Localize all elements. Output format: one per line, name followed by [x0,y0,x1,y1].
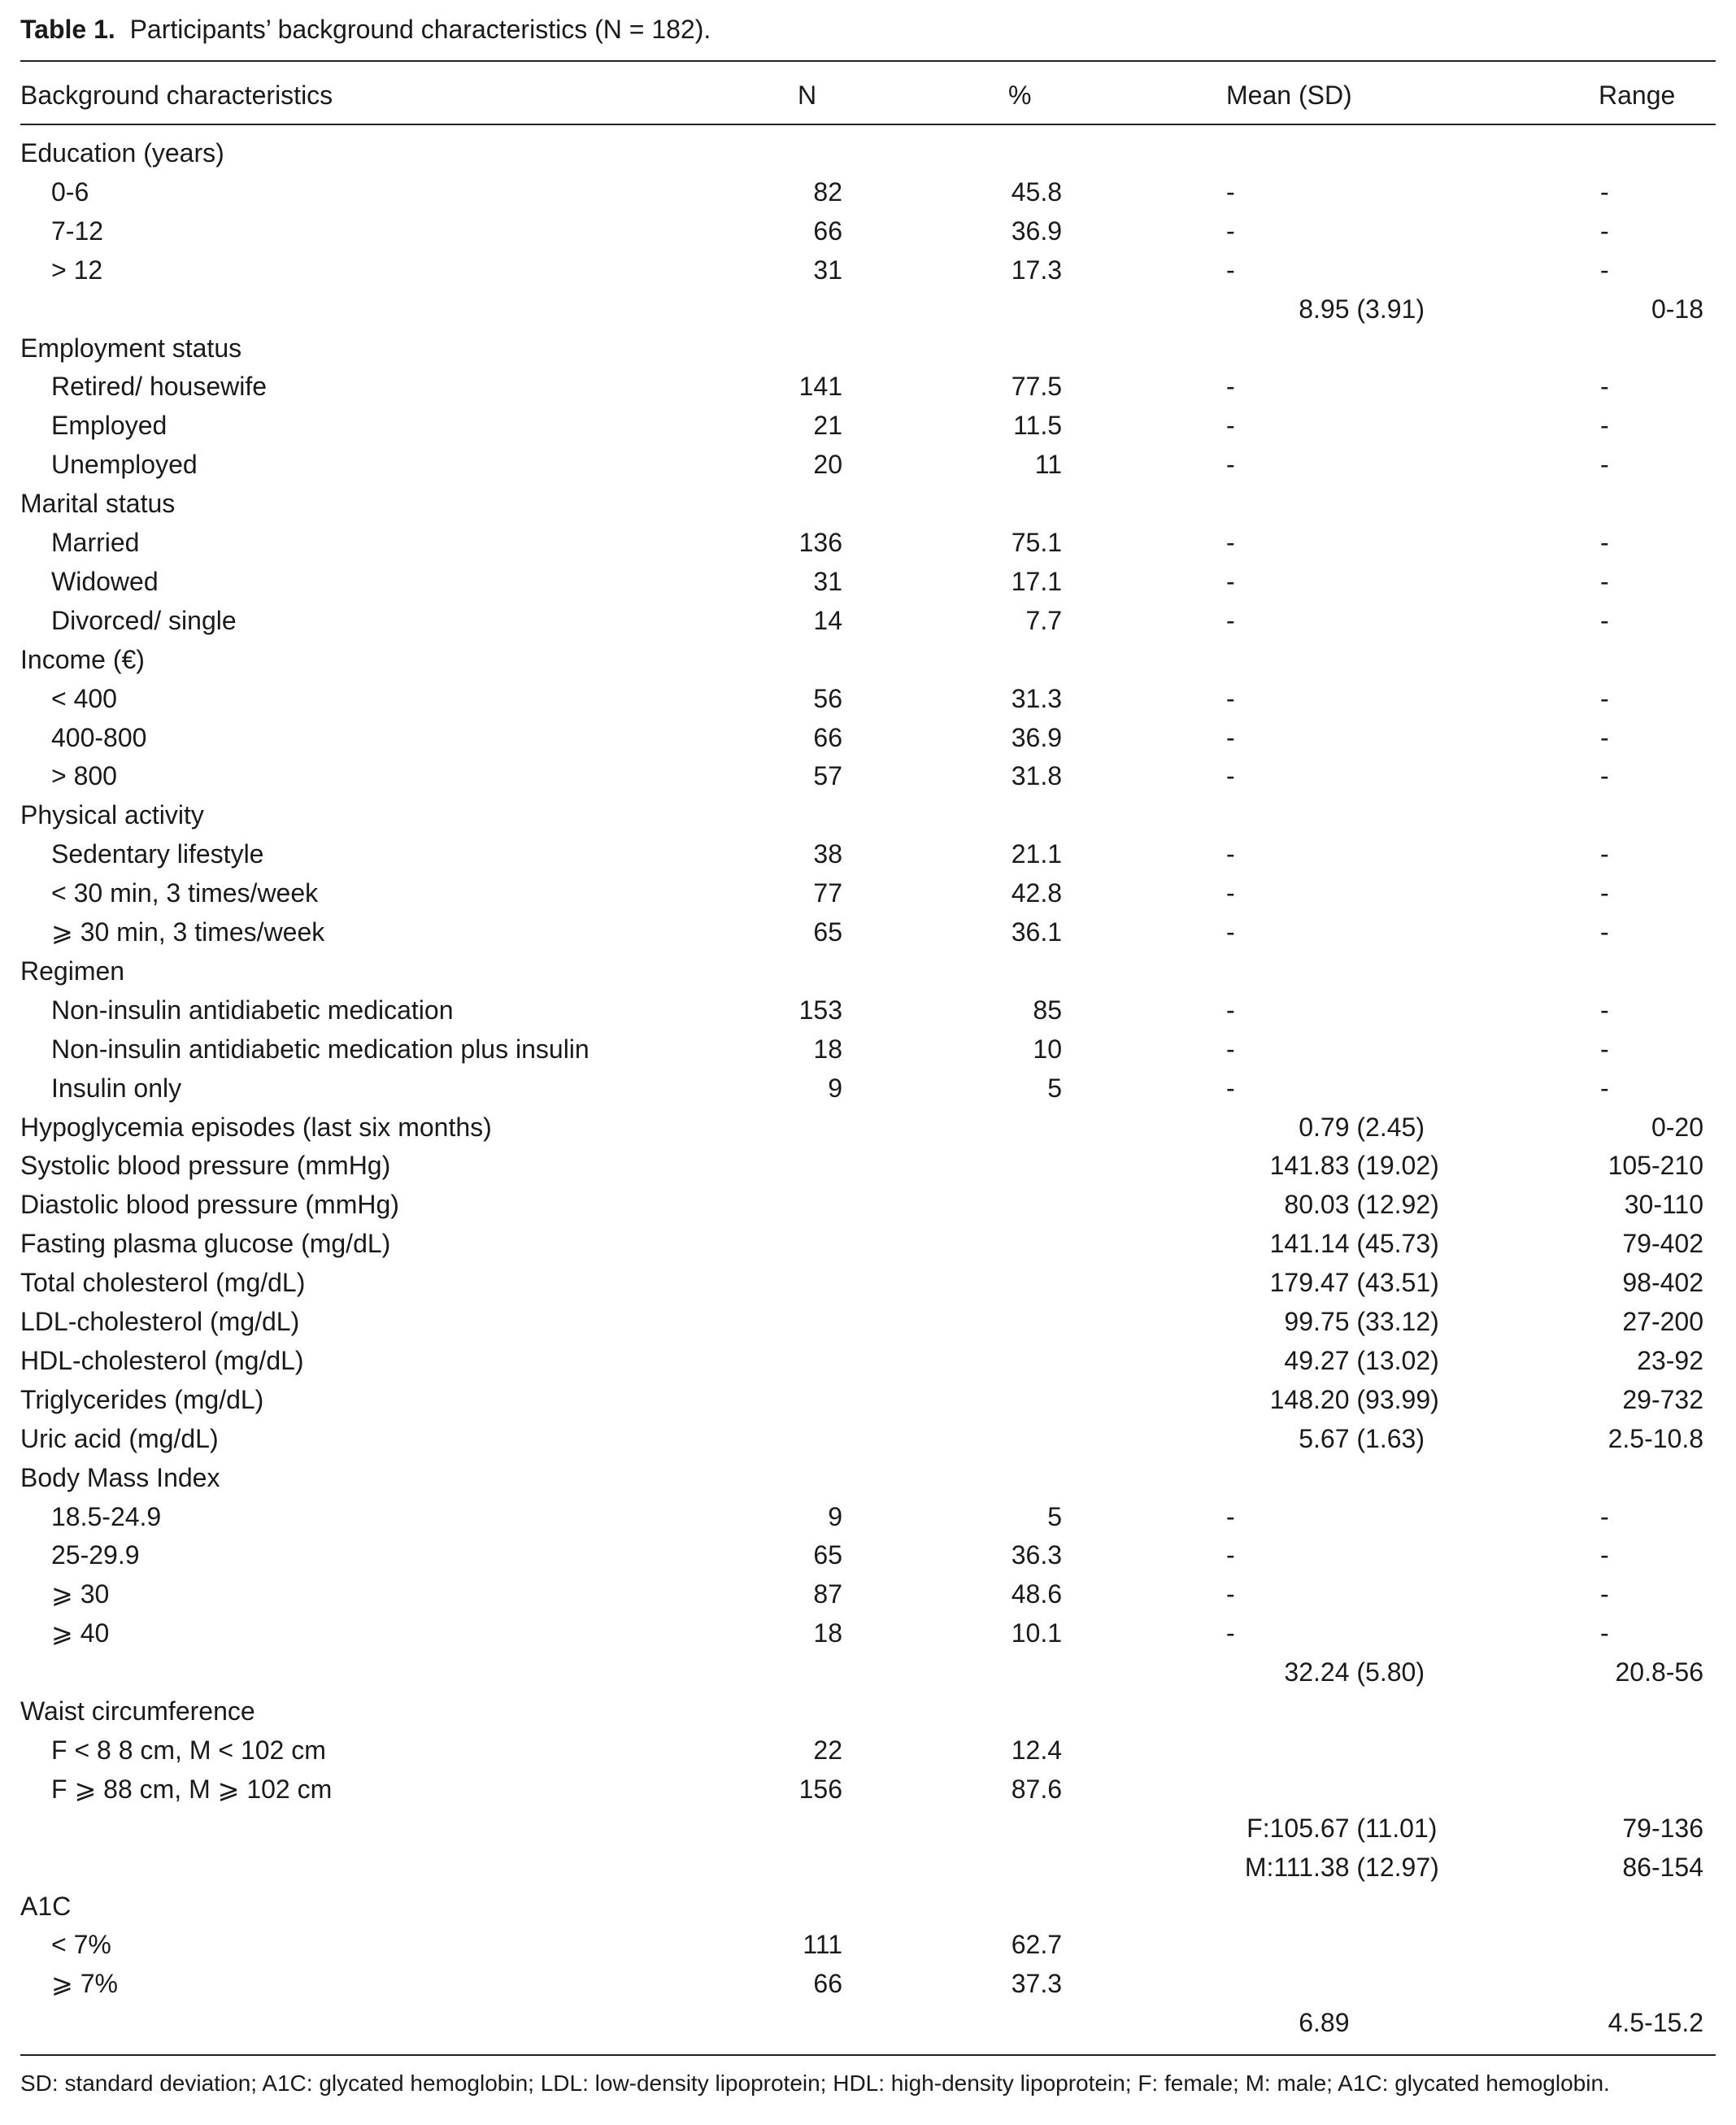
table-row [0,951,1736,991]
header-mean: Mean (SD) [1226,81,1352,110]
cell-n: 22 [813,1735,842,1765]
cell-range: 4.5-15.2 [1608,2008,1703,2038]
cell-pct: 31.3 [1011,683,1062,713]
row-label: ⩾ 30 [51,1579,110,1609]
cell-pct: 48.6 [1011,1579,1062,1609]
cell-mean: - [1226,566,1235,596]
row-label: F ⩾ 88 cm, M ⩾ 102 cm [51,1774,333,1804]
header-range: Range [1599,81,1676,110]
cell-pct: 75.1 [1011,528,1062,557]
cell-range: - [1600,1618,1609,1648]
table-row [0,1185,1736,1224]
table-row [0,1887,1736,1926]
table-row [0,1731,1736,1770]
row-label: Non-insulin antidiabetic medication plus insulin [51,1034,590,1064]
cell-mean: - [1226,839,1235,869]
row-label: ⩾ 7% [51,1969,118,1999]
cell-n: 156 [798,1774,842,1804]
row-label: HDL-cholesterol (mg/dL) [20,1345,304,1375]
row-label: Divorced/ single [51,605,237,635]
row-label: Non-insulin antidiabetic medication [51,995,454,1025]
table-row [0,1419,1736,1458]
row-label: Regimen [20,956,125,986]
table-row [0,133,1736,172]
cell-range: - [1600,255,1609,285]
table-row [0,2003,1736,2042]
cell-mean: - [1226,255,1235,285]
cell-n: 82 [813,176,842,207]
row-label: Education (years) [20,138,224,168]
cell-n: 9 [828,1501,842,1531]
cell-pct: 7.7 [1025,605,1062,635]
cell-n: 87 [813,1579,842,1609]
row-label: < 30 min, 3 times/week [51,878,319,908]
cell-n: 18 [813,1618,842,1648]
cell-range: - [1600,372,1609,402]
row-label: < 7% [51,1930,111,1960]
row-label: Sedentary lifestyle [51,839,264,869]
table-row [0,1535,1736,1574]
header-n: N [798,81,817,110]
cell-n: 136 [798,528,842,557]
row-label: LDL-cholesterol (mg/dL) [20,1307,300,1336]
table-row [0,640,1736,679]
table-row [0,1458,1736,1497]
cell-n: 141 [798,372,842,402]
cell-n: 38 [813,839,842,869]
table-row [0,290,1736,329]
cell-mean: - [1226,1579,1235,1609]
cell-pct: 10.1 [1011,1618,1062,1648]
table-row [0,756,1736,795]
row-label: Employed [51,411,168,441]
row-label: Married [51,528,140,557]
cell-mean: - [1226,176,1235,207]
row-label: F < 8 8 cm, M < 102 cm [51,1735,326,1765]
cell-mean: M:111.38 (12.97) [1244,1852,1439,1882]
row-label: Total cholesterol (mg/dL) [20,1268,306,1298]
cell-mean: - [1226,216,1235,246]
cell-pct: 17.3 [1011,255,1062,285]
table-row [0,912,1736,951]
table-row [0,1848,1736,1887]
cell-range: 27-200 [1622,1307,1703,1336]
cell-n: 56 [813,683,842,713]
cell-n: 66 [813,216,842,246]
table-row [0,1574,1736,1613]
row-label: Waist circumference [20,1696,255,1726]
cell-mean: - [1226,683,1235,713]
cell-range: - [1600,216,1609,246]
bottom-rule [20,2054,1716,2056]
table-row [0,329,1736,368]
cell-mean: - [1226,372,1235,402]
table-row [0,1925,1736,1964]
row-label: Diastolic blood pressure (mmHg) [20,1190,399,1220]
table-row [0,1302,1736,1341]
cell-range: 98-402 [1622,1268,1703,1298]
cell-pct: 12.4 [1011,1735,1062,1765]
cell-range: - [1600,528,1609,557]
cell-mean: 141.14 (45.73) [1269,1229,1439,1259]
cell-pct: 62.7 [1011,1930,1062,1960]
cell-mean: F:105.67 (11.01) [1247,1813,1438,1843]
cell-range: 105-210 [1608,1151,1703,1181]
cell-range: - [1600,566,1609,596]
cell-mean: 32.24 (5.80) [1284,1657,1425,1687]
cell-n: 31 [813,255,842,285]
cell-mean: 148.20 (93.99) [1269,1384,1439,1414]
cell-n: 14 [813,605,842,635]
table-row [0,1380,1736,1419]
top-rule [20,60,1716,62]
table-caption: Participants’ background characteristics (N = 182). [129,15,711,44]
row-label: A1C [20,1891,72,1921]
row-label: > 800 [51,761,117,791]
cell-pct: 42.8 [1011,878,1062,908]
table-row [0,795,1736,834]
cell-range: 79-402 [1622,1229,1703,1259]
cell-pct: 11.5 [1013,411,1062,441]
table-row [0,1653,1736,1692]
row-label: Retired/ housewife [51,372,268,402]
table-row [0,873,1736,912]
cell-pct: 10 [1033,1034,1062,1064]
table-row [0,1497,1736,1536]
row-label: 7-12 [51,216,104,246]
table-row [0,1263,1736,1302]
cell-n: 65 [813,917,842,947]
row-label: Uric acid (mg/dL) [20,1423,219,1453]
table-row [0,718,1736,757]
cell-range: 0-18 [1651,294,1703,324]
header-characteristic: Background characteristics [20,81,333,110]
table-row [0,484,1736,523]
cell-n: 66 [813,1969,842,1999]
cell-range: - [1600,878,1609,908]
cell-pct: 31.8 [1011,761,1062,791]
cell-range: 29-732 [1622,1384,1703,1414]
row-label: Marital status [20,489,176,519]
row-label: > 12 [51,255,103,285]
cell-pct: 37.3 [1011,1969,1062,1999]
cell-range: - [1600,1540,1609,1570]
table-row [0,1030,1736,1069]
cell-n: 153 [798,995,842,1025]
cell-range: - [1600,450,1609,480]
table-row [0,1146,1736,1185]
row-label: Widowed [51,566,159,596]
cell-range: - [1600,605,1609,635]
cell-pct: 11 [1034,450,1062,480]
row-label: Systolic blood pressure (mmHg) [20,1151,391,1181]
table-row [0,562,1736,601]
cell-mean: - [1226,917,1235,947]
table-row [0,211,1736,250]
cell-mean: - [1226,1540,1235,1570]
table-row [0,1613,1736,1653]
cell-n: 18 [813,1034,842,1064]
cell-pct: 5 [1047,1073,1062,1103]
cell-mean: 99.75 (33.12) [1284,1307,1439,1336]
cell-mean: 49.27 (13.02) [1284,1345,1439,1375]
cell-n: 77 [813,878,842,908]
cell-mean: - [1226,1618,1235,1648]
cell-mean: 80.03 (12.92) [1284,1190,1439,1220]
cell-pct: 36.1 [1011,917,1062,947]
table-row [0,601,1736,640]
cell-range: - [1600,761,1609,791]
table-row [0,679,1736,718]
header-rule [20,124,1716,125]
cell-range: - [1600,1034,1609,1064]
cell-mean: - [1226,1034,1235,1064]
table-row [0,1809,1736,1848]
cell-range: 0-20 [1651,1112,1703,1142]
row-label: Physical activity [20,800,204,830]
cell-range: - [1600,722,1609,752]
cell-pct: 77.5 [1011,372,1062,402]
table-row [0,1964,1736,2003]
table-row [0,834,1736,873]
cell-range: - [1600,176,1609,207]
cell-n: 65 [813,1540,842,1570]
table-row [0,523,1736,562]
row-label: Employment status [20,333,242,363]
row-label: Hypoglycemia episodes (last six months) [20,1112,492,1142]
cell-n: 66 [813,722,842,752]
cell-mean: 141.83 (19.02) [1269,1151,1439,1181]
row-label: 25-29.9 [51,1540,140,1570]
table-row [0,1224,1736,1263]
table-number: Table 1. [20,15,115,44]
row-label: Body Mass Index [20,1462,220,1492]
cell-mean: - [1226,995,1235,1025]
cell-range: - [1600,995,1609,1025]
cell-range: 20.8-56 [1615,1657,1703,1687]
cell-range: - [1600,411,1609,441]
cell-mean: - [1226,1073,1235,1103]
cell-range: 86-154 [1622,1852,1703,1882]
cell-range: 2.5-10.8 [1608,1423,1703,1453]
row-label: Unemployed [51,450,198,480]
cell-n: 21 [813,411,842,441]
row-label: Insulin only [51,1073,182,1103]
row-label: ⩾ 40 [51,1618,110,1648]
row-label: 18.5-24.9 [51,1501,162,1531]
table-row [0,1069,1736,1108]
table-row [0,367,1736,406]
cell-n: 57 [813,761,842,791]
cell-n: 111 [803,1930,842,1960]
table-footnote: SD: standard deviation; A1C: glycated hemoglobin; LDL: low-density lipoprotein; HDL: high-density lipoprotein; F: female; M: male; A1C: glycated hemoglobin. [20,2071,1610,2096]
cell-pct: 45.8 [1011,176,1062,207]
row-label: ⩾ 30 min, 3 times/week [51,917,325,947]
cell-n: 20 [813,450,842,480]
header-pct: % [1008,81,1032,110]
table-row [0,1770,1736,1809]
cell-range: - [1600,839,1609,869]
cell-pct: 5 [1047,1501,1062,1531]
cell-pct: 85 [1033,995,1062,1025]
cell-n: 31 [813,566,842,596]
cell-mean: - [1226,1501,1235,1531]
row-label: 400-800 [51,722,147,752]
cell-pct: 87.6 [1011,1774,1062,1804]
cell-mean: - [1226,878,1235,908]
table-row [0,1341,1736,1380]
cell-mean: - [1226,411,1235,441]
cell-range: 30-110 [1624,1190,1703,1220]
table-row [0,445,1736,484]
cell-mean: - [1226,450,1235,480]
table-row [0,406,1736,445]
row-label: Income (€) [20,644,145,674]
table-row [0,1692,1736,1731]
cell-mean: 6.89 [1299,2008,1350,2038]
cell-range: - [1600,1501,1609,1531]
row-label: Fasting plasma glucose (mg/dL) [20,1229,391,1259]
cell-pct: 36.3 [1011,1540,1062,1570]
cell-mean: - [1226,528,1235,557]
cell-n: 9 [828,1073,842,1103]
row-label: 0-6 [51,176,89,207]
cell-mean: 8.95 (3.91) [1299,294,1425,324]
table-title [20,15,711,45]
cell-range: - [1600,683,1609,713]
cell-range: 79-136 [1622,1813,1703,1843]
cell-pct: 21.1 [1011,839,1062,869]
cell-pct: 17.1 [1011,566,1062,596]
cell-mean: 179.47 (43.51) [1269,1268,1439,1298]
cell-mean: - [1226,761,1235,791]
row-label: < 400 [51,683,117,713]
cell-range: - [1600,1579,1609,1609]
table-row [0,991,1736,1030]
cell-range: 23-92 [1637,1345,1703,1375]
cell-mean: 0.79 (2.45) [1299,1112,1425,1142]
cell-mean: 5.67 (1.63) [1299,1423,1425,1453]
table-row [0,172,1736,211]
table-row [0,1108,1736,1147]
table-row [0,250,1736,290]
row-label: Triglycerides (mg/dL) [20,1384,264,1414]
cell-pct: 36.9 [1011,722,1062,752]
cell-mean: - [1226,722,1235,752]
cell-range: - [1600,917,1609,947]
cell-mean: - [1226,605,1235,635]
cell-range: - [1600,1073,1609,1103]
cell-pct: 36.9 [1011,216,1062,246]
